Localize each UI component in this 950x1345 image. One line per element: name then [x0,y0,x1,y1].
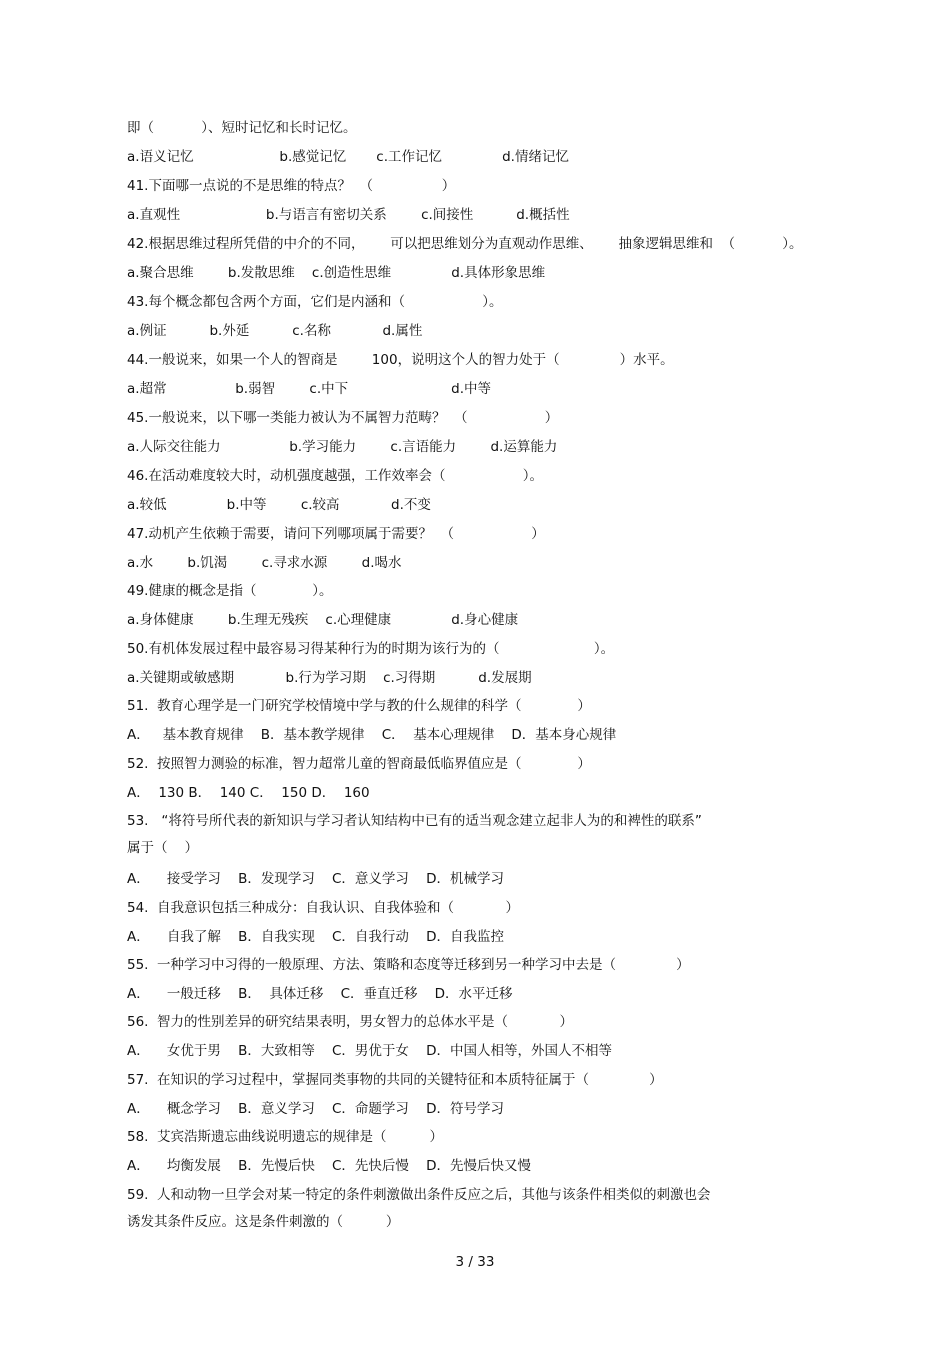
text-line: 属于（ ） [127,840,199,856]
text-line: 诱发其条件反应。这是条件刺激的（ ） [127,1214,400,1230]
text-line: 52. 按照智力测验的标准，智力超常儿童的智商最低临界值应是（ ） [127,756,591,772]
text-line: a.例证 b.外延 c.名称 d.属性 [127,323,423,339]
text-line: 46.在活动难度较大时，动机强度越强，工作效率会（ ）。 [127,468,543,484]
text-line: A． 基本教育规律 B．基本教学规律 C． 基本心理规律 D．基本身心规律 [127,727,617,743]
text-line: a.水 b.饥渴 c.寻求水源 d.喝水 [127,555,402,571]
page-number: 3 / 33 [455,1254,495,1270]
text-line: 43.每个概念都包含两个方面，它们是内涵和（ ）。 [127,294,503,310]
text-line: a.直观性 b.与语言有密切关系 c.间接性 d.概括性 [127,207,570,223]
text-line: 51. 教育心理学是一门研究学校情境中学与教的什么规律的科学（ ） [127,698,591,714]
text-line: A． 均衡发展 B．先慢后快 C．先快后慢 D．先慢后快又慢 [127,1158,531,1174]
text-line: a.较低 b.中等 c.较高 d.不变 [127,497,431,513]
text-line: A． 一般迁移 B． 具体迁移 C．垂直迁移 D．水平迁移 [127,986,513,1002]
text-line: 45.一般说来，以下哪一类能力被认为不属智力范畴？ （ ） [127,410,559,426]
text-line: A． 女优于男 B．大致相等 C．男优于女 D．中国人相等，外国人不相等 [127,1043,612,1059]
text-line: a.语义记忆 b.感觉记忆 c.工作记忆 d.情绪记忆 [127,149,569,165]
text-line: a.超常 b.弱智 c.中下 d.中等 [127,381,491,397]
text-line: 56. 智力的性别差异的研究结果表明，男女智力的总体水平是（ ） [127,1014,574,1030]
text-line: A． 概念学习 B．意义学习 C．命题学习 D．符号学习 [127,1101,504,1117]
text-line: A． 接受学习 B．发现学习 C．意义学习 D．机械学习 [127,871,504,887]
text-line: 54. 自我意识包括三种成分：自我认识、自我体验和（ ） [127,900,520,916]
text-line: a.关键期或敏感期 b.行为学习期 c.习得期 d.发展期 [127,670,532,686]
text-line: 42.根据思维过程所凭借的中介的不同， 可以把思维划分为直观动作思维、 抽象逻辑思维和 （ ）。 [127,236,803,252]
text-line: a.身体健康 b.生理无残疾 c.心理健康 d.身心健康 [127,612,519,628]
text-line: 50.有机体发展过程中最容易习得某种行为的时期为该行为的（ ）。 [127,641,615,657]
text-line: a.人际交往能力 b.学习能力 c.言语能力 d.运算能力 [127,439,558,455]
text-line: 47.动机产生依赖于需要，请问下列哪项属于需要？ （ ） [127,526,545,542]
text-line: 41.下面哪一点说的不是思维的特点？ （ ） [127,178,456,194]
text-line: A． 自我了解 B．自我实现 C．自我行动 D．自我监控 [127,929,504,945]
text-line: 49.健康的概念是指（ ）。 [127,583,333,599]
text-line: A． 130 B． 140 C． 150 D． 160 [127,785,370,801]
text-line: 44.一般说来，如果一个人的智商是 100，说明这个人的智力处于（ ）水平。 [127,352,674,368]
text-line: 53. “将符号所代表的新知识与学习者认知结构中已有的适当观念建立起非人为的和裨性的联系” [127,813,702,829]
text-line: 59. 人和动物一旦学会对某一特定的条件刺激做出条件反应之后，其他与该条件相类似的刺激也会 [127,1187,711,1203]
text-line: 即（ ）、短时记忆和长时记忆。 [127,120,357,136]
text-line: 57. 在知识的学习过程中，掌握同类事物的共同的关键特征和本质特征属于（ ） [127,1072,663,1088]
text-line: 55. 一种学习中习得的一般原理、方法、策略和态度等迁移到另一种学习中去是（ ） [127,957,690,973]
text-line: 58. 艾宾浩斯遗忘曲线说明遗忘的规律是（ ） [127,1129,443,1145]
text-line: a.聚合思维 b.发散思维 c.创造性思维 d.具体形象思维 [127,265,546,281]
